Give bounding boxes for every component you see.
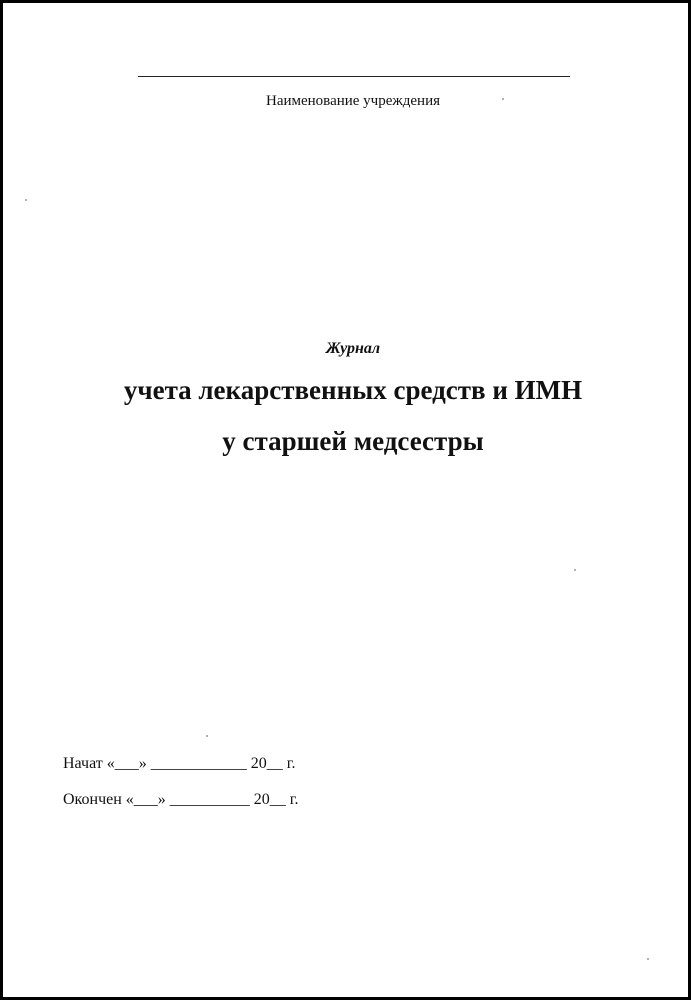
date-finished-field: Окончен «___» __________ 20__ г.	[63, 791, 299, 808]
institution-name-line	[138, 76, 570, 77]
date-started-field: Начат «___» ____________ 20__ г.	[63, 755, 296, 772]
scan-speck	[25, 199, 27, 201]
institution-caption: Наименование учреждения	[265, 93, 440, 109]
journal-title-line-1: учета лекарственных средств и ИМН	[123, 375, 583, 405]
journal-label: Журнал	[325, 340, 381, 357]
scan-speck	[206, 735, 208, 737]
scan-speck	[502, 98, 504, 100]
scan-speck	[647, 958, 649, 960]
journal-title-line-2: у старшей медсестры	[222, 426, 484, 456]
scan-speck	[574, 569, 576, 571]
